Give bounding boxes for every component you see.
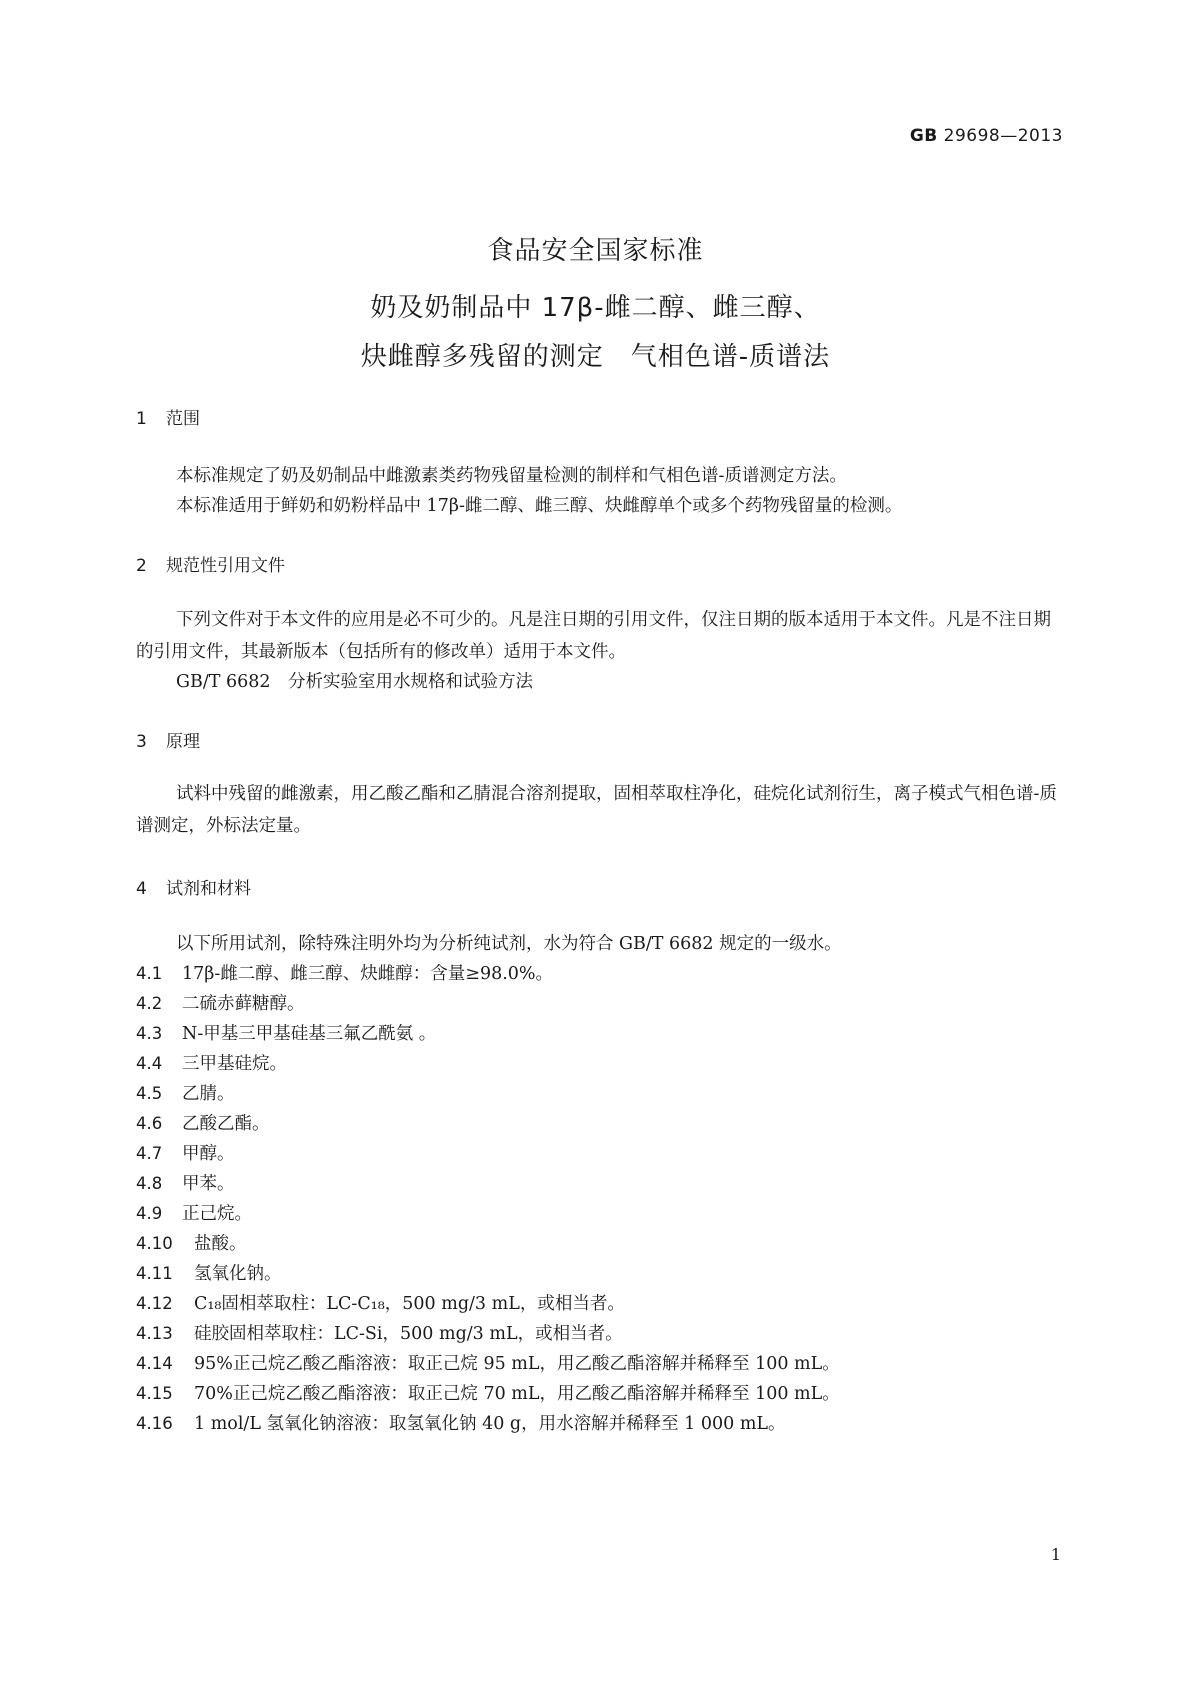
item-number: 4.9 [136,1204,163,1223]
section-3-paragraph: 试料中残留的雌激素，用乙酸乙酯和乙腈混合溶剂提取，固相萃取柱净化，硅烷化试剂衍生，离子模式气相色谱-质谱测定，外标法定量。 [136,784,1057,836]
item-text: 1 mol/L 氢氧化钠溶液：取氢氧化钠 40 g，用水溶解并稀释至 1 000 mL。 [194,1414,786,1434]
item-text: 盐酸。 [194,1234,247,1254]
section-2-heading [136,551,285,576]
item-number: 4.3 [136,1024,163,1043]
item-number: 4.6 [136,1114,163,1133]
section-4-intro: 以下所用试剂，除特殊注明外均为分析纯试剂，水为符合 GB/T 6682 规定的一级水。 [176,934,842,954]
section-title: 范围 [166,409,200,429]
item-number: 4.5 [136,1084,163,1103]
title-line-2: 奶及奶制品中 17β-雌二醇、雌三醇、 [370,293,821,323]
list-item [136,1410,786,1435]
section-1-heading [136,404,200,429]
section-title: 原理 [166,732,200,752]
standard-prefix: GB [909,126,938,146]
item-text: 95%正己烷乙酸乙酯溶液：取正己烷 95 mL，用乙酸乙酯溶解并稀释至 100 mL。 [194,1354,840,1374]
list-item [136,1380,840,1405]
list-item [136,1050,287,1075]
section-1-paragraph-2: 本标准适用于鲜奶和奶粉样品中 17β-雌二醇、雌三醇、炔雌醇单个或多个药物残留量的检测。 [176,496,903,516]
item-text: 甲醇。 [182,1144,235,1164]
item-number: 4.2 [136,994,163,1013]
section-number: 4 [136,879,147,899]
section-number: 3 [136,732,147,752]
item-text: 正己烷。 [182,1204,252,1224]
item-number: 4.7 [136,1144,163,1163]
item-text: 70%正己烷乙酸乙酯溶液：取正己烷 70 mL，用乙酸乙酯溶解并稀释至 100 mL。 [194,1384,840,1404]
list-item [136,1230,247,1255]
list-item [136,1260,282,1285]
title-line-1: 食品安全国家标准 [487,236,704,266]
item-text: 乙酸乙酯。 [182,1114,270,1134]
section-number: 1 [136,409,147,429]
item-text: 甲苯。 [182,1174,235,1194]
list-item [136,1350,840,1375]
list-item [136,1110,270,1135]
list-item [136,1170,235,1195]
item-number: 4.11 [136,1264,173,1283]
section-2-paragraph: 下列文件对于本文件的应用是必不可少的。凡是注日期的引用文件，仅注日期的版本适用于本文件。凡是不注日期的引用文件，其最新版本（包括所有的修改单）适用于本文件。 [136,610,1051,662]
section-number: 2 [136,556,147,576]
item-text: 硅胶固相萃取柱：LC-Si，500 mg/3 mL，或相当者。 [194,1324,623,1344]
page-number: 1 [1050,1545,1061,1564]
section-title: 试剂和材料 [166,879,251,899]
item-text: 三甲基硅烷。 [182,1054,287,1074]
list-item [136,1290,625,1315]
list-item [136,1080,235,1105]
item-number: 4.12 [136,1294,173,1313]
item-number: 4.14 [136,1354,173,1373]
normative-reference: GB/T 6682 分析实验室用水规格和试验方法 [176,672,534,692]
item-number: 4.1 [136,964,163,983]
item-number: 4.16 [136,1414,173,1433]
section-4-heading [136,874,251,899]
list-item [136,1200,252,1225]
list-item [136,990,305,1015]
item-text: 二硫赤藓糖醇。 [182,994,305,1014]
item-text: 17β-雌二醇、雌三醇、炔雌醇：含量≥98.0%。 [182,964,554,984]
list-item [136,960,553,985]
title-line-3: 炔雌醇多残留的测定 气相色谱-质谱法 [360,342,831,372]
item-number: 4.13 [136,1324,173,1343]
section-3-heading [136,727,200,752]
list-item [136,1020,436,1045]
list-item [136,1140,235,1165]
item-number: 4.8 [136,1174,163,1193]
item-text: 氢氧化钠。 [194,1264,282,1284]
item-text: N-甲基三甲基硅基三氟乙酰氨 。 [182,1024,437,1044]
item-number: 4.15 [136,1384,173,1403]
item-text: C₁₈固相萃取柱：LC-C₁₈，500 mg/3 mL，或相当者。 [194,1294,625,1314]
item-number: 4.4 [136,1054,163,1073]
section-1-paragraph-1: 本标准规定了奶及奶制品中雌激素类药物残留量检测的制样和气相色谱-质谱测定方法。 [176,466,847,486]
item-number: 4.10 [136,1234,173,1253]
item-text: 乙腈。 [182,1084,235,1104]
standard-code [910,126,1063,146]
standard-number: 29698—2013 [943,126,1063,146]
list-item [136,1320,623,1345]
section-title: 规范性引用文件 [166,556,285,576]
